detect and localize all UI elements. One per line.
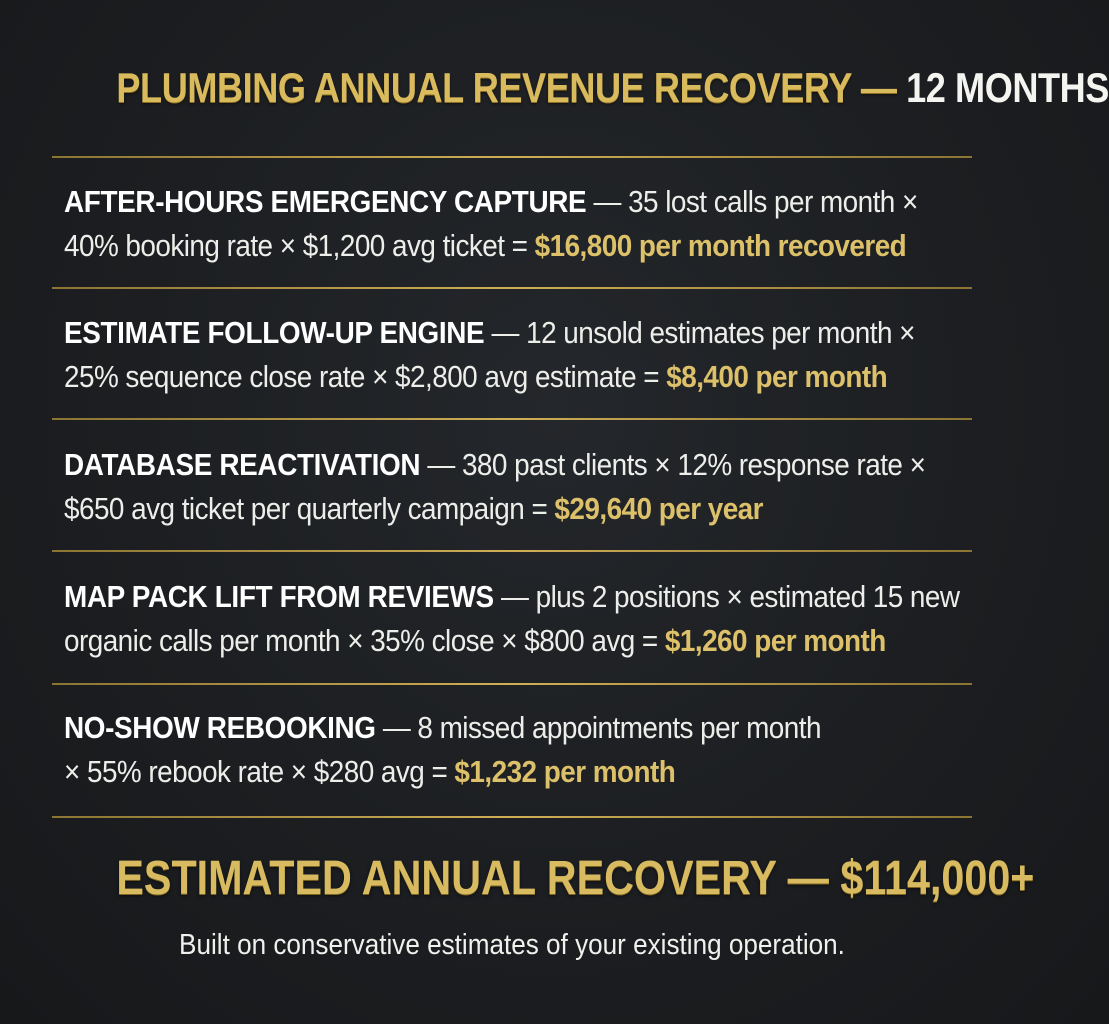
divider <box>52 156 972 158</box>
item-line-2 <box>64 619 886 663</box>
item-line-1 <box>64 443 926 487</box>
item-amount: $16,800 per month recovered <box>534 228 907 263</box>
item-heading: DATABASE REACTIVATION <box>64 447 421 482</box>
divider <box>52 816 972 818</box>
page-title-gold: PLUMBING ANNUAL REVENUE RECOVERY — <box>116 64 897 111</box>
item-heading: ESTIMATE FOLLOW-UP ENGINE <box>64 315 485 350</box>
item-text: — 380 past clients × 12% response rate × <box>420 447 926 482</box>
item-text: 25% sequence close rate × $2,800 avg estimate = <box>64 359 667 394</box>
item-text: 40% booking rate × $1,200 avg ticket = <box>64 228 535 263</box>
item-line-1 <box>64 180 918 224</box>
annual-recovery-total: ESTIMATED ANNUAL RECOVERY — $114,000+ <box>116 852 1035 905</box>
item-heading: MAP PACK LIFT FROM REVIEWS <box>64 579 494 614</box>
item-text: — 12 unsold estimates per month × <box>484 315 915 350</box>
item-line-1 <box>64 575 960 619</box>
list-item-after-hours <box>64 180 964 268</box>
list-item-database-reactivation <box>64 443 964 531</box>
item-text: — 8 missed appointments per month <box>375 710 821 745</box>
list-item-map-pack-lift <box>64 575 964 663</box>
item-heading: NO-SHOW REBOOKING <box>64 710 376 745</box>
divider <box>52 418 972 420</box>
divider <box>52 683 972 685</box>
item-text: — 35 lost calls per month × <box>586 184 918 219</box>
list-item-estimate-follow-up <box>64 311 964 399</box>
item-amount: $1,232 per month <box>454 754 676 789</box>
item-amount: $29,640 per year <box>554 491 763 526</box>
footnote: Built on conservative estimates of your existing operation. <box>179 929 845 961</box>
item-line-1 <box>64 311 915 355</box>
item-heading: AFTER-HOURS EMERGENCY CAPTURE <box>64 184 587 219</box>
item-text: — plus 2 positions × estimated 15 new <box>493 579 960 614</box>
revenue-recovery-card <box>52 0 1109 1024</box>
item-line-2 <box>64 355 888 399</box>
item-text: organic calls per month × 35% close × $800 avg = <box>64 623 665 658</box>
list-item-no-show-rebooking <box>64 706 964 794</box>
item-amount: $1,260 per month <box>664 623 886 658</box>
item-line-2 <box>64 487 874 531</box>
item-amount: $8,400 per month <box>666 359 888 394</box>
item-text: $650 avg ticket per quarterly campaign = <box>64 491 555 526</box>
divider <box>52 550 972 552</box>
page-title-period: 12 MONTHS <box>906 64 1109 111</box>
item-line-2 <box>64 224 907 268</box>
divider <box>52 287 972 289</box>
item-line-2 <box>64 750 874 794</box>
page-title <box>116 62 1109 114</box>
item-line-1 <box>64 706 874 750</box>
item-text: × 55% rebook rate × $280 avg = <box>64 754 455 789</box>
